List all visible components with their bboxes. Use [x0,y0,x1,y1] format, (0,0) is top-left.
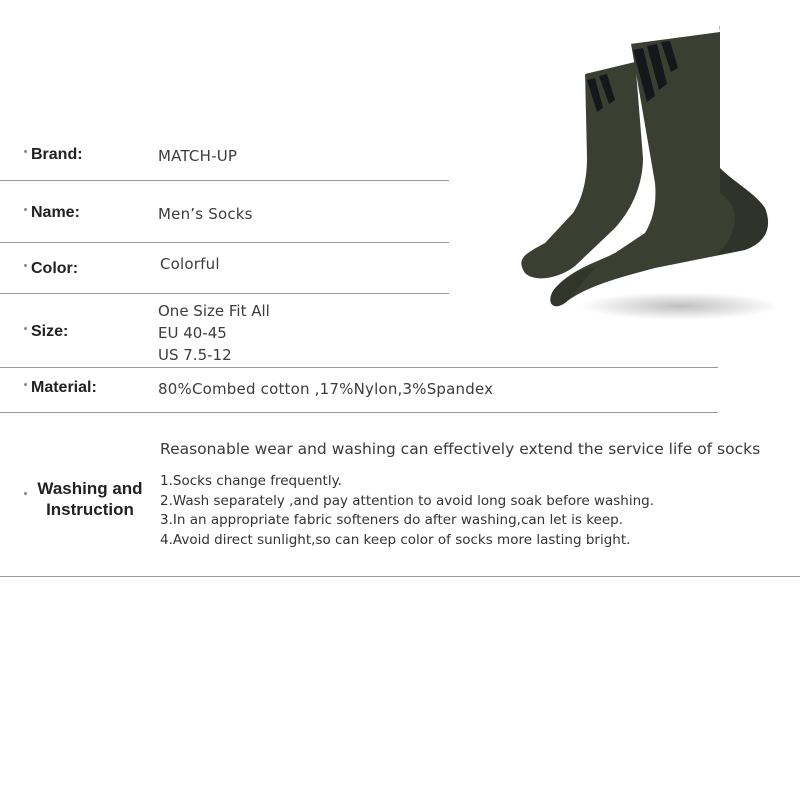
divider [0,576,800,577]
bullet-icon [24,383,27,386]
washing-label: Washing and Instruction [37,479,143,519]
front-sock [550,8,768,306]
size-line: One Size Fit All [158,302,270,320]
shadow [580,292,775,320]
material-label: Material: [24,379,97,397]
name-value: Men’s Socks [158,205,253,223]
washing-step: 4.Avoid direct sunlight,so can keep color of socks more lasting bright. [160,531,631,548]
washing-step: 2.Wash separately ,and pay attention to avoid long soak before washing. [160,492,655,509]
washing-step: 3.In an appropriate fabric softeners do after washing,can let is keep. [160,512,624,528]
color-label: Color: [24,260,78,278]
washing-steps [160,472,654,550]
size-label: Size: [24,323,68,341]
size-line: US 7.5-12 [158,346,232,364]
socks-product-image [515,8,775,328]
material-value: 80%Combed cotton ,17%Nylon,3%Spandex [158,380,494,398]
divider [0,293,449,294]
bullet-icon [24,150,27,153]
divider [0,180,449,181]
bullet-icon [24,327,27,330]
brand-label: Brand: [24,146,83,164]
bullet-icon [24,208,27,211]
back-sock [521,40,643,278]
divider [0,367,718,368]
color-value: Colorful [160,255,220,273]
brand-value: MATCH-UP [158,147,238,165]
name-label: Name: [24,204,80,222]
size-line: EU 40-45 [158,324,227,342]
divider [0,242,449,243]
bullet-icon [24,264,27,267]
washing-step: 1.Socks change frequently. [160,473,342,489]
size-value [158,300,270,366]
washing-intro: Reasonable wear and washing can effectively extend the service life of socks [160,440,761,458]
divider [0,412,718,413]
